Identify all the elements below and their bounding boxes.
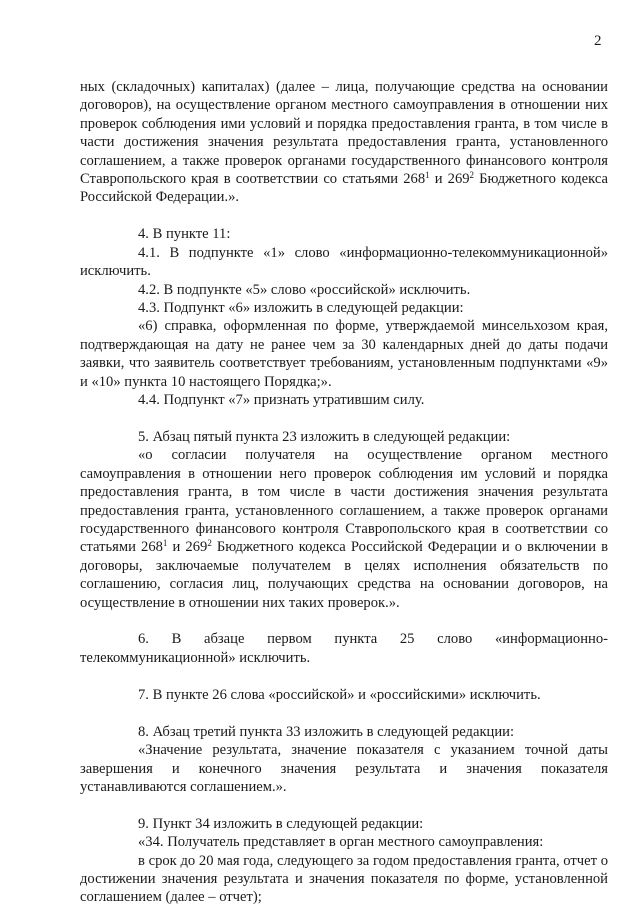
paragraph-text: «о согласии получателя на осуществление органом местного самоуправления в отношении него проверок соблюдения им условий и порядка предоставления гранта, в том числе в части достижения значения результата предоставления гранта, установленного соглашением, а также проверок органами государственного финансового контроля Ставропольского края в соответствии со статьями 268 [80, 447, 608, 556]
item-6: 6. В абзаце первом пункта 25 слово «информационно-телекоммуникационной» исключить. [80, 631, 608, 666]
item-5-heading: 5. Абзац пятый пункта 23 изложить в следующей редакции: [138, 428, 511, 445]
paragraph-text: Бюджетного кодекса Российской Федерации и о включении в договоры, заключаемые получателем в целях исполнения обязательств по соглашению, согласия лиц, получающих средства на основании договоров, на осуществление в отношении них таких проверок.». [80, 539, 609, 611]
item-5-text [80, 446, 608, 612]
item-8-text: «Значение результата, значение показателя с указанием точной даты завершения и конечного значения результата и значения показателя устанавливаются соглашением.». [80, 742, 608, 795]
item-4-3: 4.3. Подпункт «6» изложить в следующей редакции: [138, 299, 464, 316]
item-4-heading: 4. В пункте 11: [138, 226, 231, 243]
item-9-heading: 9. Пункт 34 изложить в следующей редакции: [138, 815, 424, 832]
item-9-text-1: «34. Получатель представляет в орган местного самоуправления: [138, 834, 544, 851]
item-4-3-text: «6) справка, оформленная по форме, утверждаемой минсельхозом края, подтверждающая на дату не ранее чем за 30 календарных дней до даты подачи заявки, что заявитель соответствует требованиям, установленным подпунктами «9» и «10» пункта 10 настоящего Порядка;». [80, 318, 608, 390]
document-body [80, 78, 608, 907]
item-7: 7. В пункте 26 слова «российской» и «российскими» исключить. [138, 686, 541, 703]
paragraph-continuation [80, 78, 608, 207]
paragraph-text: Бюджетного кодекса Российской Федерации.». [80, 171, 608, 206]
superscript: 2 [207, 538, 212, 549]
superscript: 1 [162, 538, 168, 549]
item-4-1: 4.1. В подпункте «1» слово «информационно-телекоммуникационной» исключить. [80, 244, 608, 280]
item-4-2: 4.2. В подпункте «5» слово «российской» исключить. [138, 281, 471, 298]
paragraph-text: и 269 [429, 171, 470, 188]
item-9-text-2: в срок до 20 мая года, следующего за годом предоставления гранта, отчет о достижении значения результата и значения показателя по форме, установленной соглашением (далее – отчет); [80, 852, 608, 906]
item-8-heading: 8. Абзац третий пункта 33 изложить в следующей редакции: [138, 723, 515, 740]
page-number: 2 [594, 33, 602, 49]
superscript: 2 [469, 170, 475, 181]
superscript: 1 [425, 170, 430, 181]
item-4-4: 4.4. Подпункт «7» признать утратившим силу. [138, 392, 425, 408]
paragraph-text: ных (складочных) капиталах) (далее – лица, получающие средства на основании договоров), на осуществление органом местного самоуправления в отношении них проверок соблюдения ими условий и порядка предоставления гранта, в том числе в части достижения значения результата предоставления гранта, установленного соглашением, а также проверок органами государственного финансового контроля Ставропольского края в соответствии со статьями 268 [80, 79, 608, 188]
paragraph-text: и 269 [167, 539, 208, 556]
